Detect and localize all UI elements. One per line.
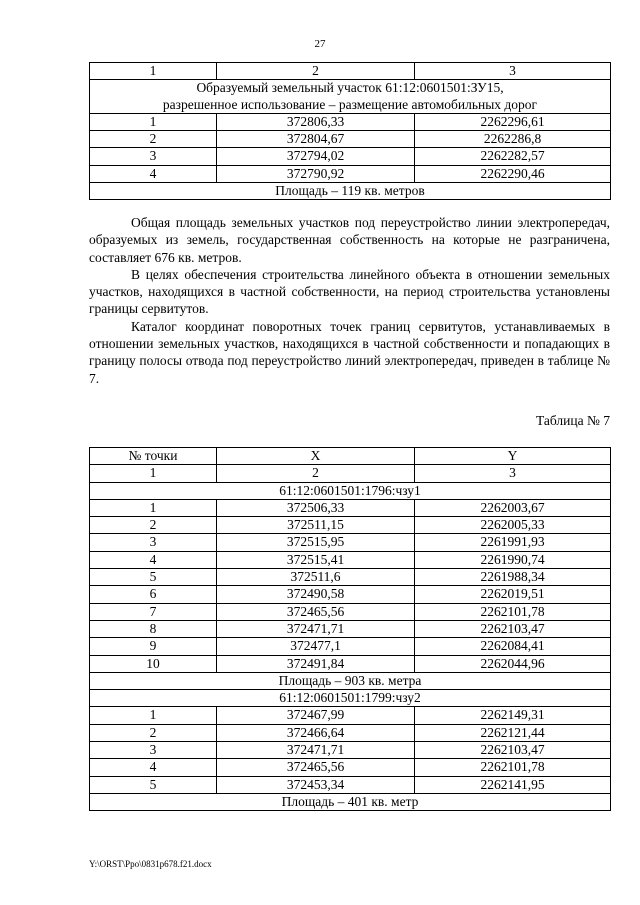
table-cell: 372794,02	[217, 148, 415, 165]
area-label: Площадь – 119 кв. метров	[90, 183, 611, 200]
table-cell: 2262121,44	[415, 724, 611, 741]
table-cell: 2262296,61	[415, 113, 611, 130]
coordinates-table-zu15	[89, 62, 611, 200]
table-cell: 4	[90, 759, 217, 776]
table-cell: 2262084,41	[415, 638, 611, 655]
table-cell: 2262282,57	[415, 148, 611, 165]
table-cell: 372471,71	[217, 620, 415, 637]
table-cell: 5	[90, 776, 217, 793]
table-row	[90, 638, 611, 655]
table-cell: 2261988,34	[415, 569, 611, 586]
table-cell: 10	[90, 655, 217, 672]
table-cell: 2262149,31	[415, 707, 611, 724]
section-caption-line1: Образуемый земельный участок 61:12:0601501:ЗУ15,	[196, 80, 504, 96]
paragraph: Общая площадь земельных участков под переустройство линии электропередач, образуемых из земель, государственная собственность на которые не разграничена, составляет 676 кв. метров.	[89, 215, 610, 265]
table-cell: 2	[90, 517, 217, 534]
table-cell: 2262286,8	[415, 131, 611, 148]
table-row	[90, 603, 611, 620]
table-cell: 8	[90, 620, 217, 637]
table-cell: 2262003,67	[415, 499, 611, 516]
table-cell: 1	[90, 707, 217, 724]
table-cell: 372465,56	[217, 759, 415, 776]
table-cell: 2261990,74	[415, 551, 611, 568]
table-cell: 372477,1	[217, 638, 415, 655]
area-row	[90, 672, 611, 689]
column-header: № точки	[90, 448, 217, 465]
table-cell: 372511,15	[217, 517, 415, 534]
table-cell: 3	[90, 534, 217, 551]
table-cell: 1	[90, 499, 217, 516]
table-cell: 2262019,51	[415, 586, 611, 603]
footer-file-path: Y:\ORST\Ppo\0831p678.f21.docx	[89, 859, 212, 869]
section-title-row	[90, 482, 611, 499]
paragraph: В целях обеспечения строительства линейного объекта в отношении земельных участков, находящихся в частной собственности, на период строительства установлены границы сервитутов.	[89, 266, 610, 317]
page-number: 27	[314, 38, 326, 50]
table-cell: 2262290,46	[415, 165, 611, 182]
table-cell: 3	[90, 148, 217, 165]
table-cell: 372491,84	[217, 655, 415, 672]
table-row	[90, 499, 611, 516]
table-cell: 2262103,47	[415, 742, 611, 759]
header-cell: 3	[415, 63, 611, 80]
table-cell: 372804,67	[217, 131, 415, 148]
table-cell: 372790,92	[217, 165, 415, 182]
section-title: 61:12:0601501:1796:чзу1	[90, 482, 611, 499]
table-cell: 2262005,33	[415, 517, 611, 534]
table-cell: 1	[90, 113, 217, 130]
table-row	[90, 776, 611, 793]
table-row	[90, 707, 611, 724]
table-row	[90, 131, 611, 148]
table-cell: 372490,58	[217, 586, 415, 603]
column-header: Y	[415, 448, 611, 465]
table-cell: 372515,41	[217, 551, 415, 568]
paragraph: Каталог координат поворотных точек границ сервитутов, устанавливаемых в отношении земельных участков, находящихся в частной собственности и попадающих в границу полосы отвода под переустройство линий электропередач, приведен в таблице № 7.	[89, 318, 610, 386]
table-cell: 4	[90, 551, 217, 568]
table-cell: 2262101,78	[415, 759, 611, 776]
table-cell: 372465,56	[217, 603, 415, 620]
area-label: Площадь – 903 кв. метра	[90, 672, 611, 689]
table-cell: 2	[90, 131, 217, 148]
body-text	[89, 214, 610, 387]
area-row	[90, 183, 611, 200]
table-row	[90, 148, 611, 165]
table-row	[90, 742, 611, 759]
table-cell: 372506,33	[217, 499, 415, 516]
table-cell: 4	[90, 165, 217, 182]
table-cell: 2261991,93	[415, 534, 611, 551]
table-row	[90, 759, 611, 776]
table-cell: 6	[90, 586, 217, 603]
column-number: 2	[217, 465, 415, 482]
area-row	[90, 793, 611, 810]
table-row	[90, 724, 611, 741]
table-cell: 2	[90, 724, 217, 741]
table-cell: 372467,99	[217, 707, 415, 724]
section-caption-line2: разрешенное использование – размещение автомобильных дорог	[162, 96, 538, 112]
table-cell: 2262141,95	[415, 776, 611, 793]
table-header-row	[90, 448, 611, 465]
header-cell: 1	[90, 63, 217, 80]
table-header-row	[90, 63, 611, 80]
table-cell: 9	[90, 638, 217, 655]
section-title-row	[90, 690, 611, 707]
section-title: 61:12:0601501:1799:чзу2	[90, 690, 611, 707]
table-caption: Таблица № 7	[536, 413, 610, 428]
table-row	[90, 620, 611, 637]
table-cell: 7	[90, 603, 217, 620]
table-row	[90, 165, 611, 182]
table-row	[90, 655, 611, 672]
section-caption-row	[90, 80, 611, 114]
table-row	[90, 569, 611, 586]
area-label: Площадь – 401 кв. метр	[90, 793, 611, 810]
table-cell: 372515,95	[217, 534, 415, 551]
coordinates-table-7	[89, 447, 611, 811]
table-cell: 372453,34	[217, 776, 415, 793]
table-row	[90, 586, 611, 603]
table-row	[90, 551, 611, 568]
column-number: 1	[90, 465, 217, 482]
table-cell: 372471,71	[217, 742, 415, 759]
table-cell: 2262101,78	[415, 603, 611, 620]
table-cell: 2262044,96	[415, 655, 611, 672]
table-cell: 372511,6	[217, 569, 415, 586]
table-cell: 372466,64	[217, 724, 415, 741]
table-cell: 3	[90, 742, 217, 759]
table-row	[90, 517, 611, 534]
table-row	[90, 534, 611, 551]
table-cell: 5	[90, 569, 217, 586]
column-header: X	[217, 448, 415, 465]
table-cell: 2262103,47	[415, 620, 611, 637]
table-cell: 372806,33	[217, 113, 415, 130]
table-row	[90, 113, 611, 130]
column-number: 3	[415, 465, 611, 482]
header-cell: 2	[217, 63, 415, 80]
column-numbering-row	[90, 465, 611, 482]
section-caption	[90, 80, 611, 114]
